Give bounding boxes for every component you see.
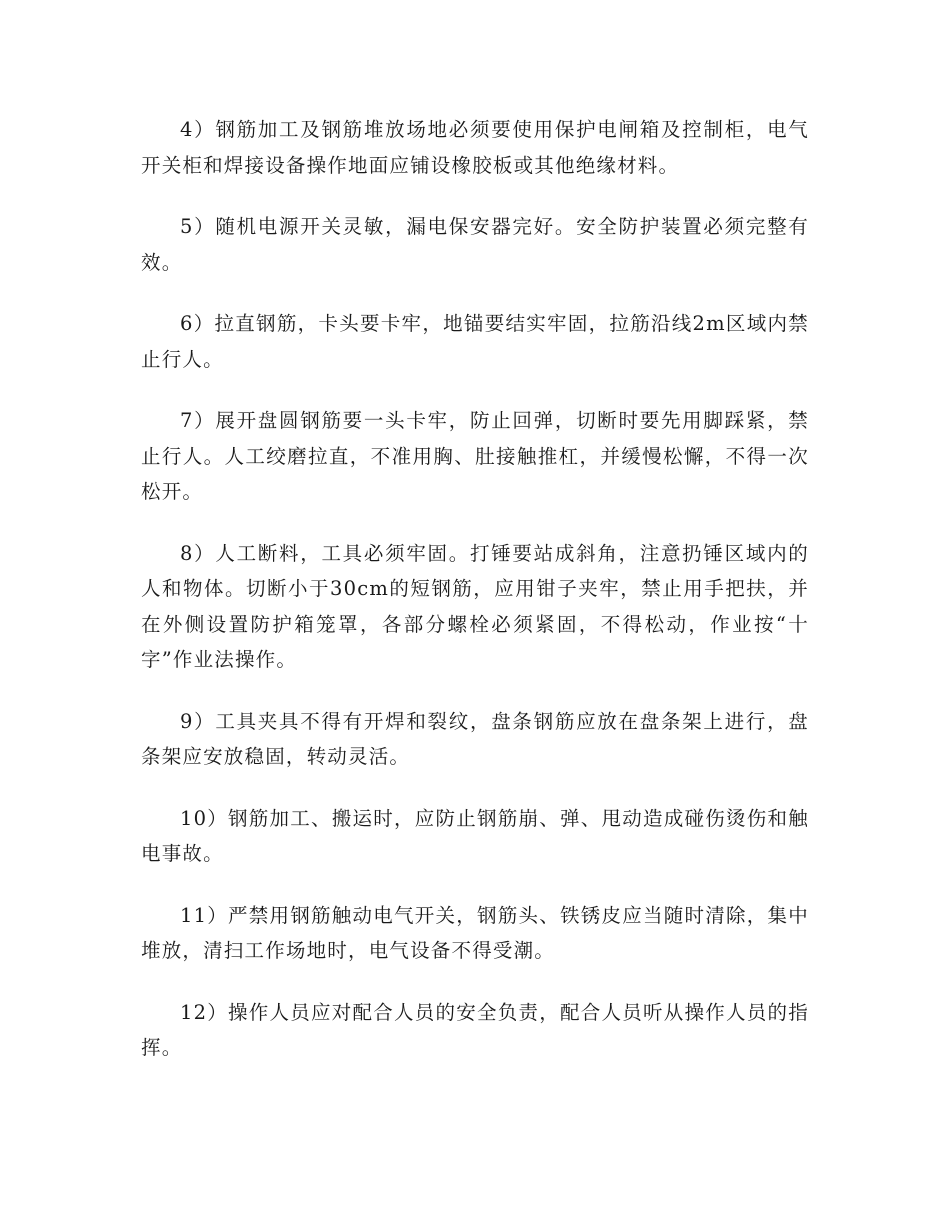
paragraph-item-5: 5）随机电源开关灵敏，漏电保安器完好。安全防护装置必须完整有效。: [141, 215, 809, 274]
paragraph-item-10: 10）钢筋加工、搬运时，应防止钢筋崩、弹、甩动造成碰伤烫伤和触电事故。: [141, 806, 809, 865]
paragraph-item-12: 12）操作人员应对配合人员的安全负责，配合人员听从操作人员的指挥。: [141, 1000, 809, 1059]
paragraph-item-8: 8）人工断料，工具必须牢固。打锤要站成斜角，注意扔锤区域内的人和物体。切断小于30cm的短钢筋，应用钳子夹牢，禁止用手把扶，并在外侧设置防护箱笼罩，各部分螺栓必须紧固，不得松动，作业按“十字”作业法操作。: [141, 541, 809, 671]
paragraph-item-7: 7）展开盘圆钢筋要一头卡牢，防止回弹，切断时要先用脚踩紧，禁止行人。人工绞磨拉直，不准用胸、肚接触推杠，并缓慢松懈，不得一次松开。: [141, 409, 809, 503]
document-body: [141, 112, 809, 1092]
paragraph-item-11: 11）严禁用钢筋触动电气开关，钢筋头、铁锈皮应当随时清除，集中堆放，清扫工作场地时，电气设备不得受潮。: [141, 903, 809, 962]
paragraph-item-6: 6）拉直钢筋，卡头要卡牢，地锚要结实牢固，拉筋沿线2m区域内禁止行人。: [141, 312, 809, 371]
paragraph-item-4: 4）钢筋加工及钢筋堆放场地必须要使用保护电闸箱及控制柜，电气开关柜和焊接设备操作地面应铺设橡胶板或其他绝缘材料。: [141, 118, 809, 177]
paragraph-item-9: 9）工具夹具不得有开焊和裂纹，盘条钢筋应放在盘条架上进行，盘条架应安放稳固，转动灵活。: [141, 709, 809, 768]
